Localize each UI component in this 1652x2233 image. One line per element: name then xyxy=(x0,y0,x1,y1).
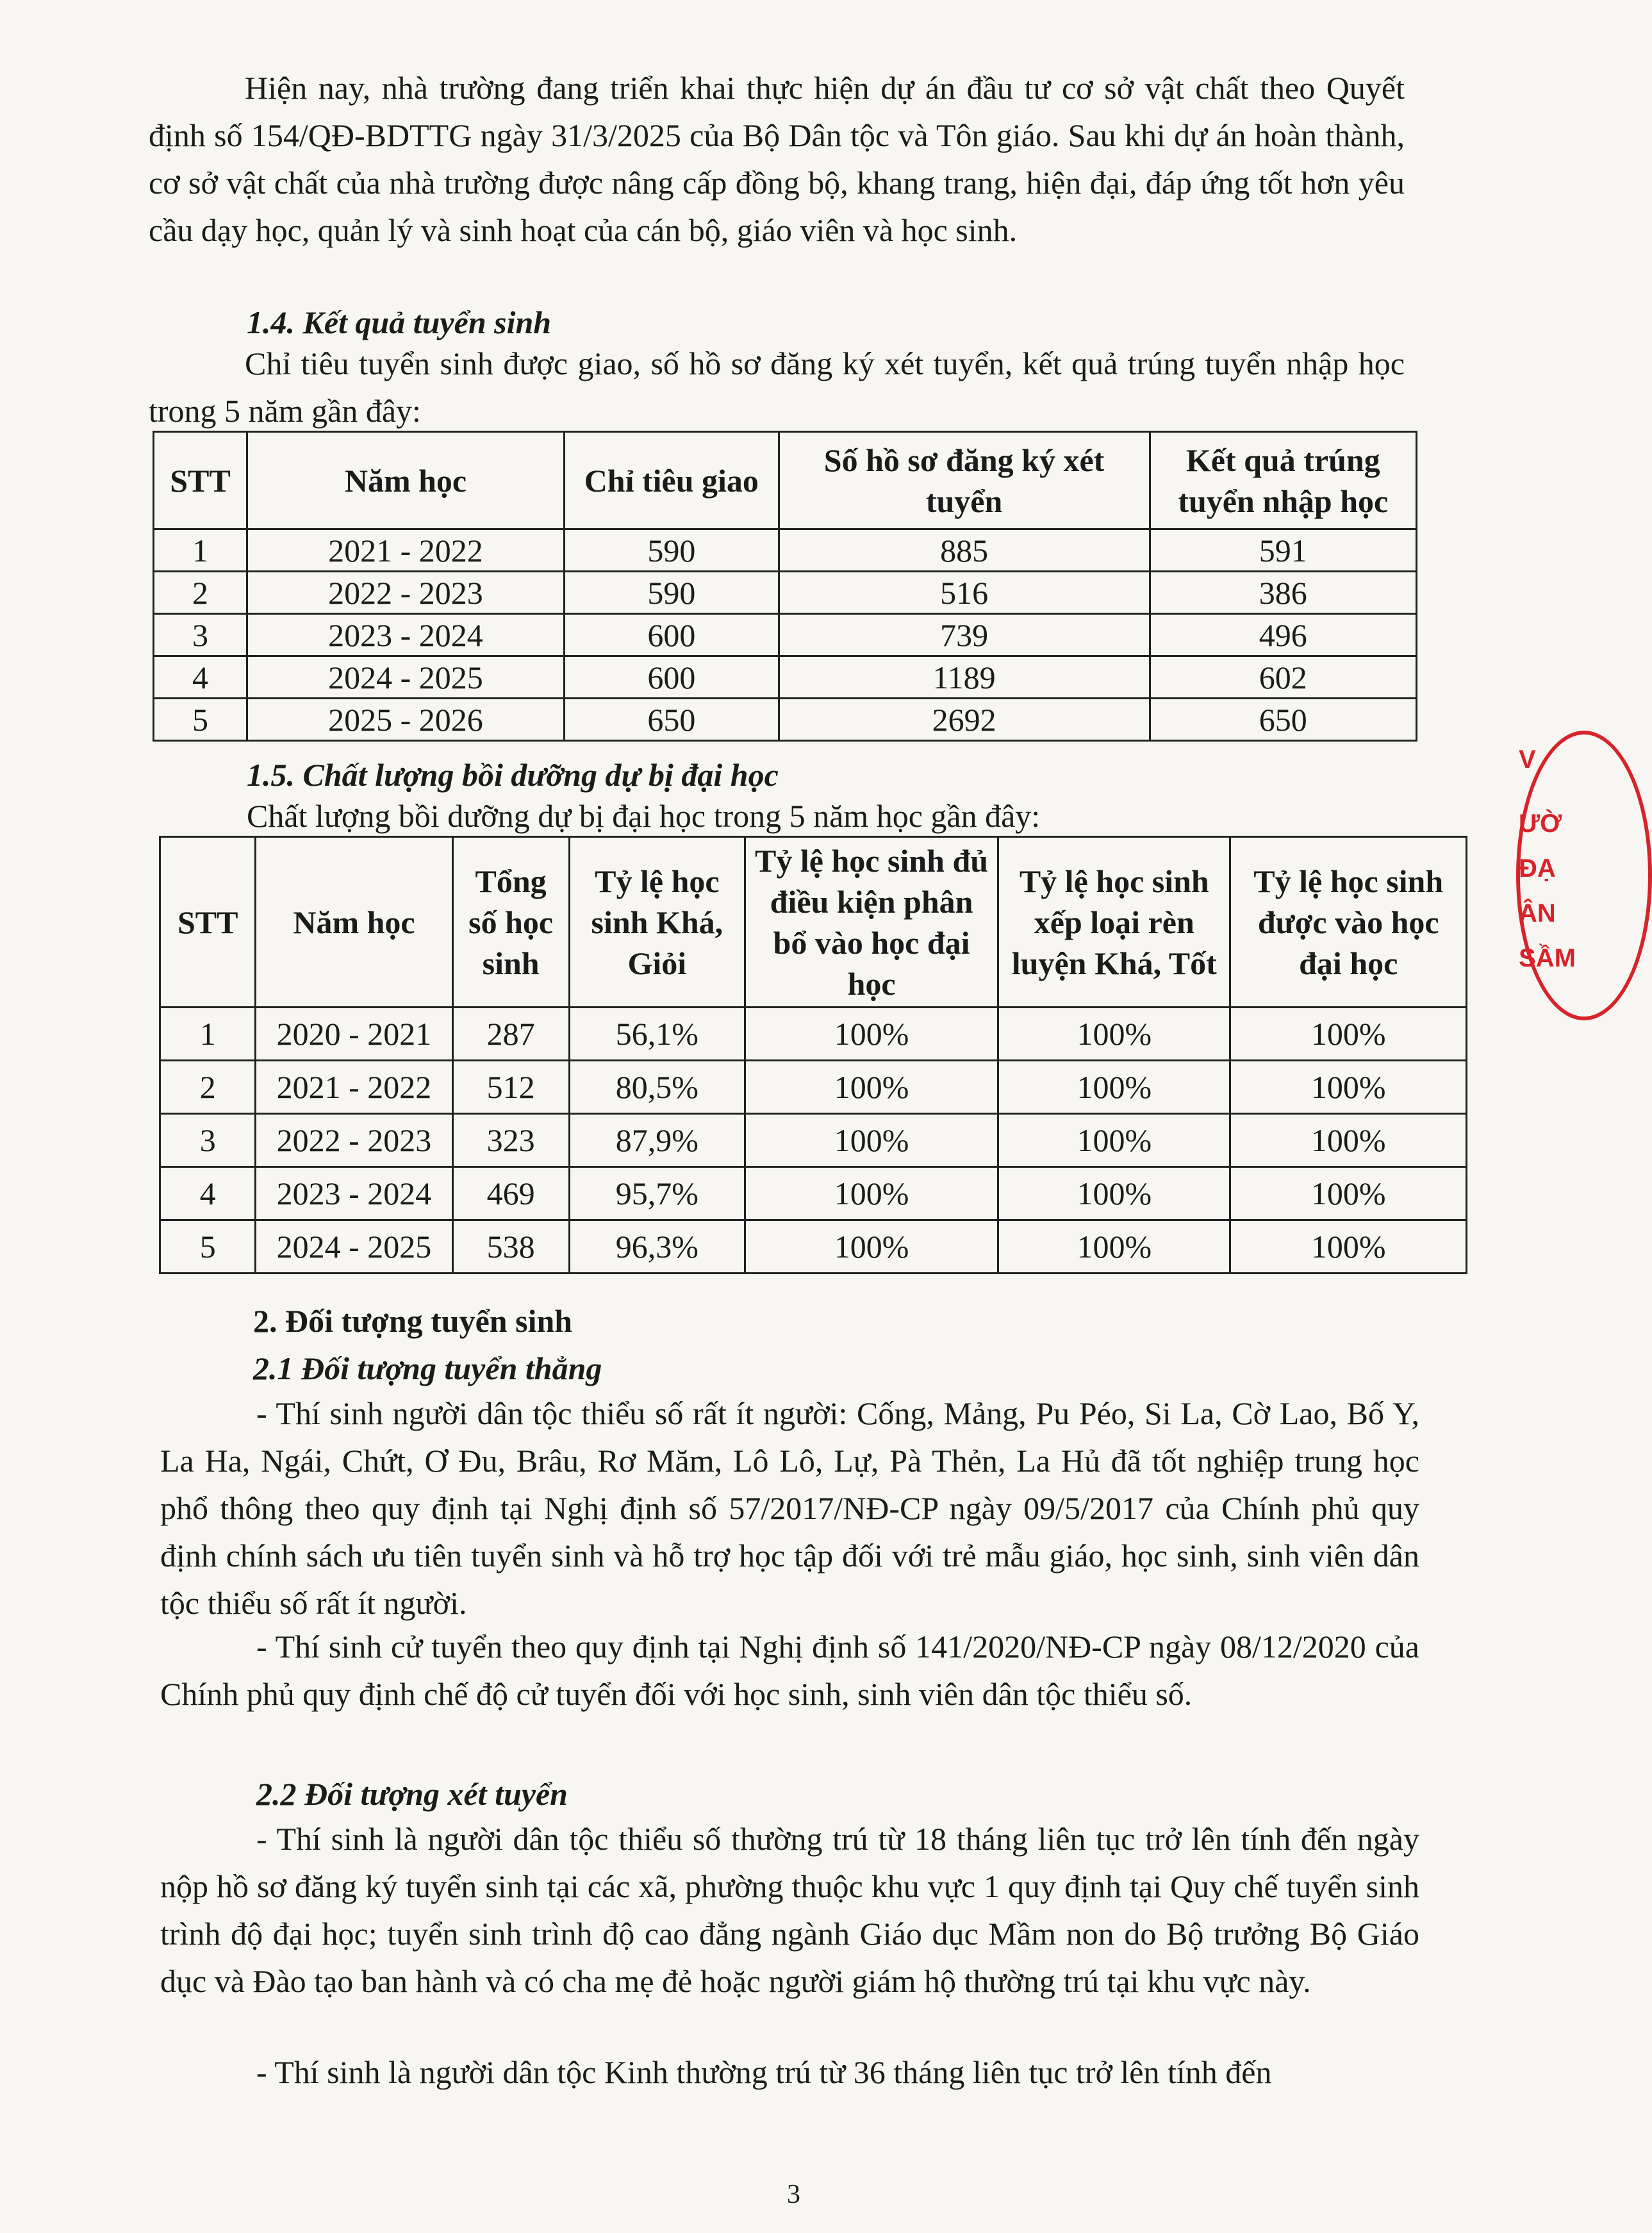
table-cell: 5 xyxy=(154,699,247,741)
table-cell: 2022 - 2023 xyxy=(247,572,564,614)
table-cell: 100% xyxy=(1230,1061,1467,1114)
header-cell: Kết quả trúng tuyển nhập học xyxy=(1150,432,1416,529)
table-row xyxy=(154,656,1417,699)
header-cell: Tỷ lệ học sinh đủ điều kiện phân bổ vào học đại học xyxy=(745,837,998,1008)
table-cell: 1189 xyxy=(779,656,1150,699)
table-row xyxy=(154,614,1417,656)
stamp-text: SẦM xyxy=(1519,944,1576,972)
table-cell: 885 xyxy=(779,529,1150,572)
heading-admission-subjects: 2. Đối tượng tuyển sinh xyxy=(253,1303,573,1339)
table-cell: 1 xyxy=(154,529,247,572)
table-cell: 2022 - 2023 xyxy=(256,1114,452,1167)
table-cell: 2 xyxy=(154,572,247,614)
table-cell: 496 xyxy=(1150,614,1416,656)
prep-quality-table xyxy=(159,836,1467,1274)
table-cell: 2021 - 2022 xyxy=(247,529,564,572)
table-cell: 100% xyxy=(998,1114,1230,1167)
paragraph-direct-admission-nominated: - Thí sinh cử tuyển theo quy định tại Nghị định số 141/2020/NĐ-CP ngày 08/12/2020 của Chính phủ quy định chế độ cử tuyển đối với học sinh, sinh viên dân tộc thiểu số. xyxy=(160,1629,1419,1712)
table-row xyxy=(160,1061,1467,1114)
paragraph-direct-admission-ethnic: - Thí sinh người dân tộc thiểu số rất ít người: Cống, Mảng, Pu Péo, Si La, Cờ Lao, Bố Y, La Ha, Ngái, Chứt, Ơ Đu, Brâu, Rơ Măm, Lô Lô, Lự, Pà Thẻn, La Hủ đã tốt nghiệp trung học phổ thông theo quy định tại Nghị định số 57/2017/NĐ-CP ngày 09/5/2017 của Chính phủ quy định chính sách ưu tiên tuyển sinh và hỗ trợ học tập đối với trẻ mẫu giáo, học sinh, sinh viên dân tộc thiểu số rất ít người. xyxy=(160,1395,1419,1621)
header-cell: Tỷ lệ học sinh được vào học đại học xyxy=(1230,837,1467,1008)
header-cell: Tổng số học sinh xyxy=(452,837,569,1008)
table-cell: 2024 - 2025 xyxy=(247,656,564,699)
stamp-text: ĐẠ xyxy=(1519,854,1556,883)
table-cell: 2025 - 2026 xyxy=(247,699,564,741)
table-cell: 602 xyxy=(1150,656,1416,699)
table-row xyxy=(160,1167,1467,1220)
admission-results-table xyxy=(153,431,1417,742)
paragraph-prep-intro: Chất lượng bồi dưỡng dự bị đại học trong 5 năm học gần đây: xyxy=(247,798,1041,834)
table-cell: 590 xyxy=(565,529,779,572)
table-cell: 512 xyxy=(452,1061,569,1114)
table-cell: 516 xyxy=(779,572,1150,614)
table-cell: 2023 - 2024 xyxy=(247,614,564,656)
heading-direct-admission: 2.1 Đối tượng tuyển thẳng xyxy=(253,1350,602,1386)
header-cell: STT xyxy=(154,432,247,529)
table-cell: 2020 - 2021 xyxy=(256,1008,452,1061)
table-cell: 4 xyxy=(160,1167,256,1220)
table-cell: 100% xyxy=(745,1061,998,1114)
table-cell: 2024 - 2025 xyxy=(256,1220,452,1274)
table-cell: 100% xyxy=(745,1114,998,1167)
table-cell: 100% xyxy=(745,1008,998,1061)
table-cell: 95,7% xyxy=(569,1167,745,1220)
header-cell: Tỷ lệ học sinh xếp loại rèn luyện Khá, Tốt xyxy=(998,837,1230,1008)
header-cell: Tỷ lệ học sinh Khá, Giỏi xyxy=(569,837,745,1008)
table-cell: 3 xyxy=(154,614,247,656)
heading-selection-admission: 2.2 Đối tượng xét tuyển xyxy=(256,1776,568,1812)
table-cell: 590 xyxy=(565,572,779,614)
table-row xyxy=(154,572,1417,614)
table-cell: 100% xyxy=(1230,1114,1467,1167)
table-cell: 5 xyxy=(160,1220,256,1274)
table-cell: 1 xyxy=(160,1008,256,1061)
table-cell: 2021 - 2022 xyxy=(256,1061,452,1114)
heading-prep-quality: 1.5. Chất lượng bồi dưỡng dự bị đại học xyxy=(247,757,779,793)
table-cell: 650 xyxy=(1150,699,1416,741)
header-cell: Chỉ tiêu giao xyxy=(565,432,779,529)
table-cell: 100% xyxy=(998,1061,1230,1114)
table-cell: 3 xyxy=(160,1114,256,1167)
table-cell: 2692 xyxy=(779,699,1150,741)
stamp-seal xyxy=(1510,731,1580,1025)
table-cell: 100% xyxy=(745,1220,998,1274)
heading-admission-results: 1.4. Kết quả tuyển sinh xyxy=(247,304,552,340)
paragraph-selection-kinh: - Thí sinh là người dân tộc Kinh thường trú từ 36 tháng liên tục trở lên tính đến xyxy=(256,2054,1272,2090)
table-cell: 2 xyxy=(160,1061,256,1114)
table-cell: 80,5% xyxy=(569,1061,745,1114)
paragraph-selection-ethnic-minority: - Thí sinh là người dân tộc thiểu số thường trú từ 18 tháng liên tục trở lên tính đến ngày nộp hồ sơ đăng ký tuyển sinh tại các xã, phường thuộc khu vực 1 quy định tại Quy chế tuyển sinh trình độ đại học; tuyển sinh trình độ cao đẳng ngành Giáo dục Mầm non do Bộ trưởng Bộ Giáo dục và Đào tạo ban hành và có cha mẹ đẻ hoặc người giám hộ thường trú tại khu vực này. xyxy=(160,1821,1419,1999)
table-cell: 100% xyxy=(1230,1167,1467,1220)
table-header-row xyxy=(160,837,1467,1008)
header-cell: Năm học xyxy=(256,837,452,1008)
table-cell: 739 xyxy=(779,614,1150,656)
table-cell: 4 xyxy=(154,656,247,699)
table-cell: 96,3% xyxy=(569,1220,745,1274)
table-header-row xyxy=(154,432,1417,529)
table-cell: 100% xyxy=(998,1167,1230,1220)
header-cell: Số hồ sơ đăng ký xét tuyển xyxy=(779,432,1150,529)
table-cell: 56,1% xyxy=(569,1008,745,1061)
table-cell: 600 xyxy=(565,614,779,656)
table-cell: 100% xyxy=(998,1220,1230,1274)
table-row xyxy=(160,1114,1467,1167)
paragraph-admission-intro: Chỉ tiêu tuyển sinh được giao, số hồ sơ đăng ký xét tuyển, kết quả trúng tuyển nhập học trong 5 năm gần đây: xyxy=(149,345,1405,429)
table-row xyxy=(154,529,1417,572)
table-cell: 100% xyxy=(745,1167,998,1220)
table-cell: 591 xyxy=(1150,529,1416,572)
table-cell: 323 xyxy=(452,1114,569,1167)
table-row xyxy=(154,699,1417,741)
header-cell: STT xyxy=(160,837,256,1008)
table-row xyxy=(160,1220,1467,1274)
table-cell: 100% xyxy=(998,1008,1230,1061)
table-cell: 386 xyxy=(1150,572,1416,614)
table-cell: 87,9% xyxy=(569,1114,745,1167)
table-cell: 600 xyxy=(565,656,779,699)
table-cell: 650 xyxy=(565,699,779,741)
table-cell: 287 xyxy=(452,1008,569,1061)
table-cell: 100% xyxy=(1230,1008,1467,1061)
paragraph-facilities: Hiện nay, nhà trường đang triển khai thực hiện dự án đầu tư cơ sở vật chất theo Quyết định số 154/QĐ-BDTTG ngày 31/3/2025 của Bộ Dân tộc và Tôn giáo. Sau khi dự án hoàn thành, cơ sở vật chất của nhà trường được nâng cấp đồng bộ, khang trang, hiện đại, đáp ứng tốt hơn yêu cầu dạy học, quản lý và sinh hoạt của cán bộ, giáo viên và học sinh. xyxy=(149,70,1405,248)
table-cell: 2023 - 2024 xyxy=(256,1167,452,1220)
header-cell: Năm học xyxy=(247,432,564,529)
page-number: 3 xyxy=(787,2180,800,2209)
stamp-text: ƯỜ xyxy=(1519,809,1562,838)
stamp-text: V xyxy=(1519,745,1536,774)
table-cell: 469 xyxy=(452,1167,569,1220)
stamp-text: ÂN xyxy=(1519,899,1556,927)
table-cell: 100% xyxy=(1230,1220,1467,1274)
table-cell: 538 xyxy=(452,1220,569,1274)
table-row xyxy=(160,1008,1467,1061)
